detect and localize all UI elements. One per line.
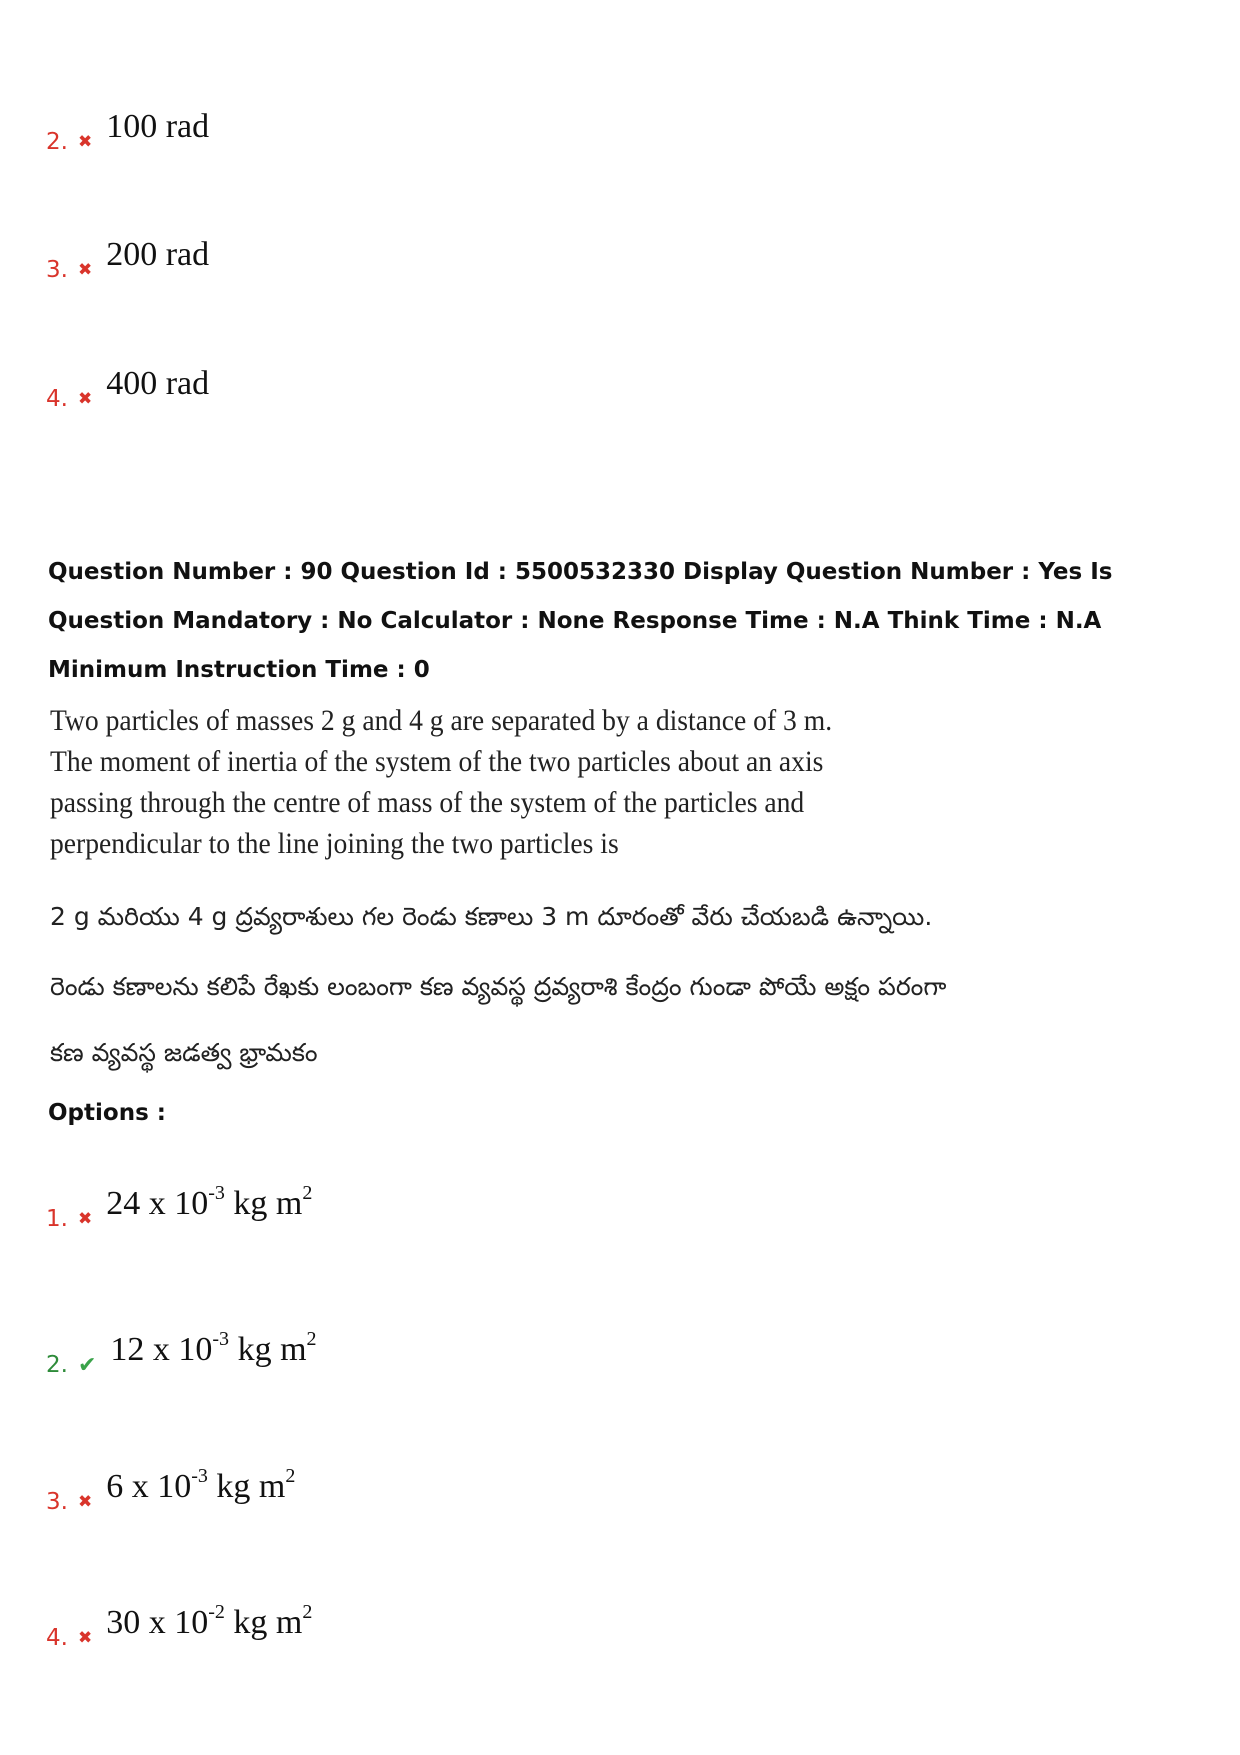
- prev-option-4: [46, 365, 210, 412]
- option-number: 2.: [46, 1352, 68, 1378]
- question-text-english: Two particles of masses 2 g and 4 g are separated by a distance of 3 m. The moment of inertia of the system of the two particles about an axis passing through the centre of mass of the system of the particles and perpendicular to the line joining the two particles is: [50, 704, 833, 860]
- cross-icon: ✖: [77, 260, 93, 280]
- option-value: 12 x $10^{-3}$ kg $m^2$: [110, 1328, 317, 1368]
- option-number: 2.: [46, 129, 68, 155]
- question-text-telugu-1: 2 g మరియు 4 g ద్రవ్యరాశులు గల రెండు కణాలు 3 m దూరంతో వేరు చేయబడి ఉన్నాయి.: [50, 902, 933, 931]
- cross-icon: ✖: [77, 1209, 93, 1229]
- question-meta: Question Number : 90 Question Id : 5500532330 Display Question Number : Yes Is Question Mandatory : No Calculator : None Response Time : N.A Think Time : N.A Minimum Instruction Time : 0: [48, 559, 1113, 683]
- option-number: 4.: [46, 386, 68, 412]
- option-number: 3.: [46, 257, 68, 283]
- check-icon: ✔: [77, 1353, 97, 1378]
- option-number: 1.: [46, 1206, 68, 1232]
- option-2: [46, 1328, 317, 1378]
- question-text-telugu-2: రెండు కణాలను కలిపే రేఖకు లంబంగా కణ వ్యవస్థ ద్రవ్యరాశి కేంద్రం గుండా పోయే అక్షం పరంగా: [50, 972, 947, 1001]
- cross-icon: ✖: [77, 1492, 93, 1512]
- option-value: 30 x $10^{-2}$ kg $m^2$: [106, 1601, 313, 1641]
- question-text-telugu-3: కణ వ్యవస్థ జడత్వ భ్రామకం: [50, 1038, 318, 1067]
- cross-icon: ✖: [77, 132, 93, 152]
- option-value: 200 rad: [106, 236, 210, 273]
- option-number: 4.: [46, 1625, 68, 1651]
- prev-option-3: [46, 236, 210, 283]
- option-value: 400 rad: [106, 365, 210, 402]
- option-3: [46, 1465, 296, 1515]
- cross-icon: ✖: [77, 1628, 93, 1648]
- option-number: 3.: [46, 1489, 68, 1515]
- cross-icon: ✖: [77, 389, 93, 409]
- option-value: 100 rad: [106, 108, 210, 145]
- prev-option-2: [46, 108, 210, 155]
- option-value: 6 x $10^{-3}$ kg $m^2$: [106, 1465, 296, 1505]
- options-label: Options :: [48, 1100, 166, 1126]
- option-4: [46, 1601, 313, 1651]
- option-1: [46, 1182, 313, 1232]
- option-value: 24 x $10^{-3}$ kg $m^2$: [106, 1182, 313, 1222]
